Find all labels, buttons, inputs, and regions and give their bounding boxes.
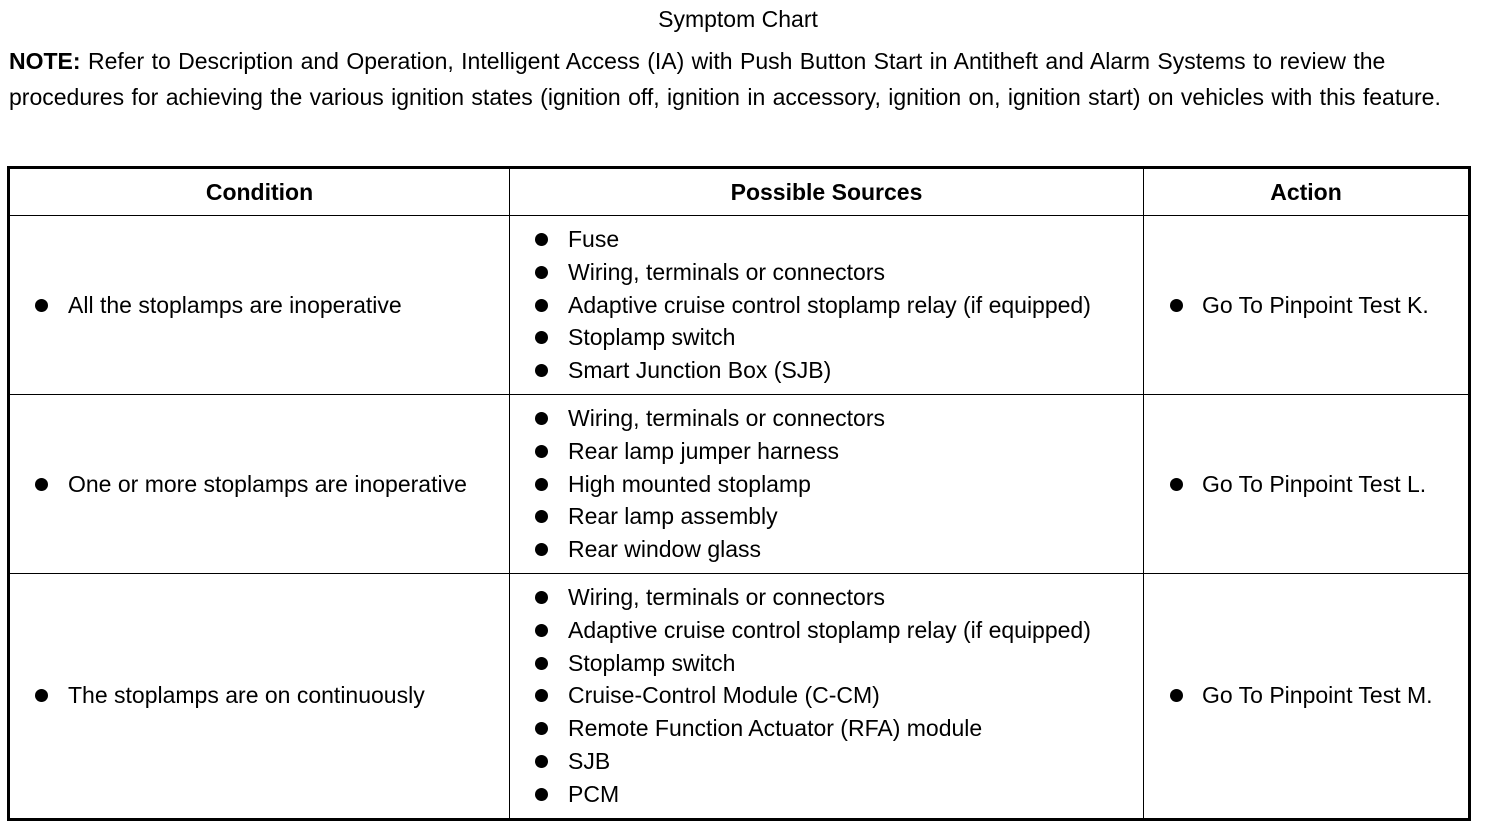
symptom-table	[7, 166, 1471, 821]
source-item: Adaptive cruise control stoplamp relay (if equipped)	[510, 289, 1143, 322]
source-item: Wiring, terminals or connectors	[510, 581, 1143, 614]
sources-cell	[510, 394, 1144, 573]
condition-cell	[9, 394, 510, 573]
header-possible-sources: Possible Sources	[510, 168, 1144, 216]
table-row	[9, 216, 1470, 395]
source-item: Fuse	[510, 223, 1143, 256]
action-item: Go To Pinpoint Test L.	[1144, 468, 1468, 501]
source-item: Remote Function Actuator (RFA) module	[510, 712, 1143, 745]
source-item: Stoplamp switch	[510, 647, 1143, 680]
source-item: SJB	[510, 745, 1143, 778]
table-header-row	[9, 168, 1470, 216]
source-item: Rear window glass	[510, 533, 1143, 566]
source-item: Rear lamp jumper harness	[510, 435, 1143, 468]
header-condition: Condition	[9, 168, 510, 216]
condition-cell	[9, 573, 510, 819]
header-action: Action	[1144, 168, 1470, 216]
source-item: Smart Junction Box (SJB)	[510, 354, 1143, 387]
source-item: Wiring, terminals or connectors	[510, 402, 1143, 435]
action-cell	[1144, 394, 1470, 573]
source-item: Stoplamp switch	[510, 321, 1143, 354]
action-item: Go To Pinpoint Test M.	[1144, 679, 1468, 712]
action-cell	[1144, 573, 1470, 819]
condition-item: All the stoplamps are inoperative	[10, 289, 509, 322]
page-title: Symptom Chart	[658, 6, 818, 32]
source-item: PCM	[510, 778, 1143, 811]
source-item: Cruise-Control Module (C-CM)	[510, 679, 1143, 712]
condition-item: One or more stoplamps are inoperative	[10, 468, 509, 501]
source-item: Adaptive cruise control stoplamp relay (if equipped)	[510, 614, 1143, 647]
note-label: NOTE:	[9, 48, 81, 74]
source-item: High mounted stoplamp	[510, 468, 1143, 501]
note-text: Refer to Description and Operation, Intelligent Access (IA) with Push Button Start in Antitheft and Alarm Systems to review the procedures for achieving the various ignition states (ignition off, ignition in accessory, ignition on, ignition start) on vehicles with this feature.	[9, 48, 1441, 110]
sources-cell	[510, 573, 1144, 819]
note-paragraph	[9, 43, 1469, 115]
condition-cell	[9, 216, 510, 395]
sources-cell	[510, 216, 1144, 395]
action-item: Go To Pinpoint Test K.	[1144, 289, 1468, 322]
condition-item: The stoplamps are on continuously	[10, 679, 509, 712]
source-item: Rear lamp assembly	[510, 500, 1143, 533]
action-cell	[1144, 216, 1470, 395]
table-row	[9, 394, 1470, 573]
table-row	[9, 573, 1470, 819]
source-item: Wiring, terminals or connectors	[510, 256, 1143, 289]
